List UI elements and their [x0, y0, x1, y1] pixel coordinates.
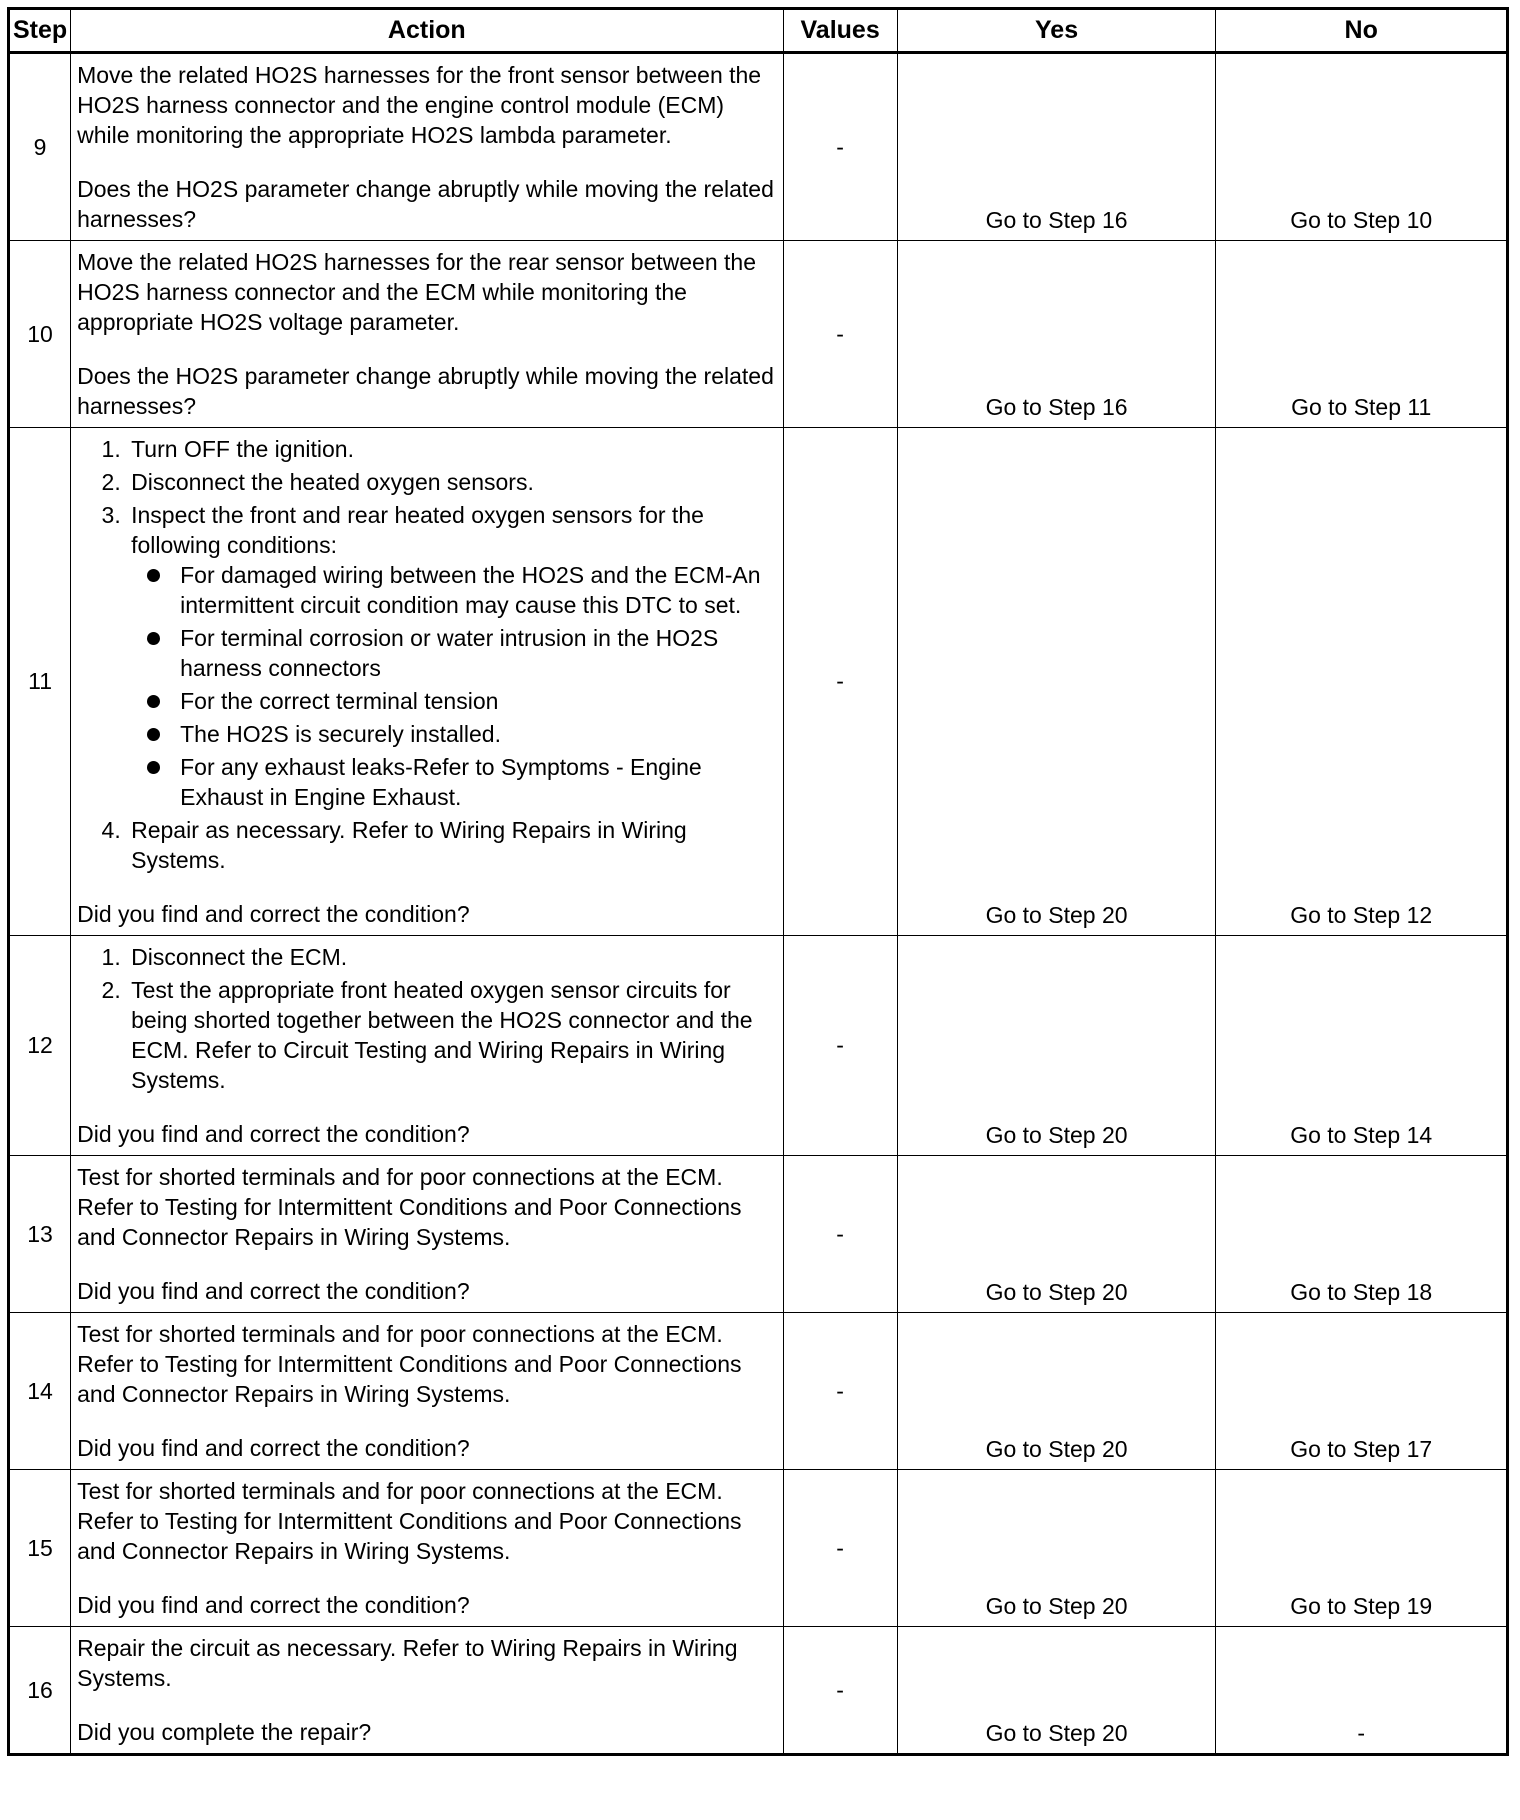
- condition-item: [180, 623, 774, 683]
- header-row: [9, 9, 1508, 53]
- condition-text: For any exhaust leaks-Refer to Symptoms - Engine Exhaust in Engine Exhaust.: [180, 754, 702, 810]
- bullet-icon: [147, 569, 160, 582]
- bullet-icon: [147, 632, 160, 645]
- action-cell: [71, 53, 783, 241]
- values-cell: -: [783, 1313, 897, 1470]
- action-cell: [71, 1156, 783, 1313]
- values-cell: -: [783, 428, 897, 936]
- yes-cell: Go to Step 20: [897, 936, 1216, 1156]
- header-no: No: [1216, 9, 1508, 53]
- condition-text: For terminal corrosion or water intrusion in the HO2S harness connectors: [180, 625, 719, 681]
- step-number: 11: [9, 428, 71, 936]
- action-text: Test for shorted terminals and for poor connections at the ECM. Refer to Testing for Intermittent Conditions and Poor Connections and Connector Repairs in Wiring Systems.: [77, 1321, 742, 1407]
- action-question: Did you find and correct the condition?: [77, 1435, 470, 1461]
- yes-cell: Go to Step 16: [897, 53, 1216, 241]
- table-row: [9, 241, 1508, 428]
- action-step-text: Test the appropriate front heated oxygen sensor circuits for being shorted together between the HO2S connector and the ECM. Refer to Circuit Testing and Wiring Repairs in Wiring Systems.: [131, 977, 753, 1093]
- step-number: 9: [9, 53, 71, 241]
- condition-item: [180, 752, 774, 812]
- bullet-icon: [147, 695, 160, 708]
- action-step-text: Disconnect the ECM.: [131, 944, 348, 970]
- action-steps-list: [77, 942, 774, 1095]
- action-step-item: [127, 942, 774, 972]
- action-step-item: [127, 467, 774, 497]
- condition-item: [180, 719, 774, 749]
- action-step-item: [127, 815, 774, 875]
- condition-text: For the correct terminal tension: [180, 688, 499, 714]
- action-question: Does the HO2S parameter change abruptly while moving the related harnesses?: [77, 363, 774, 419]
- step-number: 16: [9, 1627, 71, 1755]
- action-step-item: [127, 500, 774, 812]
- step-number: 10: [9, 241, 71, 428]
- condition-text: The HO2S is securely installed.: [180, 721, 501, 747]
- values-cell: -: [783, 53, 897, 241]
- action-question: Did you find and correct the condition?: [77, 1592, 470, 1618]
- action-steps-list: [77, 434, 774, 875]
- action-cell: [71, 428, 783, 936]
- action-text: Repair the circuit as necessary. Refer to Wiring Repairs in Wiring Systems.: [77, 1635, 738, 1691]
- action-text: Move the related HO2S harnesses for the front sensor between the HO2S harness connector and the engine control module (ECM) while monitoring the appropriate HO2S lambda parameter.: [77, 62, 762, 148]
- header-yes: Yes: [897, 9, 1216, 53]
- table-row: [9, 1627, 1508, 1755]
- yes-cell: Go to Step 20: [897, 1156, 1216, 1313]
- action-cell: [71, 1470, 783, 1627]
- action-text: Test for shorted terminals and for poor connections at the ECM. Refer to Testing for Intermittent Conditions and Poor Connections and Connector Repairs in Wiring Systems.: [77, 1164, 742, 1250]
- yes-cell: Go to Step 20: [897, 1470, 1216, 1627]
- yes-cell: Go to Step 20: [897, 428, 1216, 936]
- action-question: Did you complete the repair?: [77, 1719, 372, 1745]
- table-row: [9, 53, 1508, 241]
- action-cell: [71, 241, 783, 428]
- no-cell: Go to Step 12: [1216, 428, 1508, 936]
- step-number: 13: [9, 1156, 71, 1313]
- action-step-item: [127, 434, 774, 464]
- values-cell: -: [783, 936, 897, 1156]
- condition-list: [131, 560, 774, 812]
- action-text: Move the related HO2S harnesses for the rear sensor between the HO2S harness connector and the ECM while monitoring the appropriate HO2S voltage parameter.: [77, 249, 756, 335]
- diagnostic-table: [7, 7, 1509, 1756]
- action-question: Does the HO2S parameter change abruptly while moving the related harnesses?: [77, 176, 774, 232]
- table-row: [9, 1470, 1508, 1627]
- yes-cell: Go to Step 20: [897, 1627, 1216, 1755]
- header-step: Step: [9, 9, 71, 53]
- action-step-item: [127, 975, 774, 1095]
- table-row: [9, 1156, 1508, 1313]
- action-cell: [71, 1313, 783, 1470]
- yes-cell: Go to Step 20: [897, 1313, 1216, 1470]
- step-number: 12: [9, 936, 71, 1156]
- condition-text: For damaged wiring between the HO2S and the ECM-An intermittent circuit condition may cause this DTC to set.: [180, 562, 761, 618]
- values-cell: -: [783, 1470, 897, 1627]
- no-cell: Go to Step 18: [1216, 1156, 1508, 1313]
- no-cell: Go to Step 17: [1216, 1313, 1508, 1470]
- table-row: [9, 1313, 1508, 1470]
- action-step-text: Turn OFF the ignition.: [131, 436, 354, 462]
- table-body: [9, 53, 1508, 1755]
- yes-cell: Go to Step 16: [897, 241, 1216, 428]
- action-cell: [71, 936, 783, 1156]
- header-action: Action: [71, 9, 783, 53]
- table-row: [9, 936, 1508, 1156]
- table-row: [9, 428, 1508, 936]
- values-cell: -: [783, 1627, 897, 1755]
- action-question: Did you find and correct the condition?: [77, 1121, 470, 1147]
- action-step-text: Inspect the front and rear heated oxygen sensors for the following conditions:: [131, 502, 704, 558]
- action-question: Did you find and correct the condition?: [77, 901, 470, 927]
- condition-item: [180, 560, 774, 620]
- no-cell: -: [1216, 1627, 1508, 1755]
- condition-item: [180, 686, 774, 716]
- values-cell: -: [783, 1156, 897, 1313]
- action-cell: [71, 1627, 783, 1755]
- no-cell: Go to Step 14: [1216, 936, 1508, 1156]
- action-question: Did you find and correct the condition?: [77, 1278, 470, 1304]
- header-values: Values: [783, 9, 897, 53]
- values-cell: -: [783, 241, 897, 428]
- no-cell: Go to Step 10: [1216, 53, 1508, 241]
- bullet-icon: [147, 761, 160, 774]
- step-number: 15: [9, 1470, 71, 1627]
- step-number: 14: [9, 1313, 71, 1470]
- no-cell: Go to Step 19: [1216, 1470, 1508, 1627]
- action-step-text: Repair as necessary. Refer to Wiring Repairs in Wiring Systems.: [131, 817, 687, 873]
- action-text: Test for shorted terminals and for poor connections at the ECM. Refer to Testing for Intermittent Conditions and Poor Connections and Connector Repairs in Wiring Systems.: [77, 1478, 742, 1564]
- no-cell: Go to Step 11: [1216, 241, 1508, 428]
- action-step-text: Disconnect the heated oxygen sensors.: [131, 469, 534, 495]
- bullet-icon: [147, 728, 160, 741]
